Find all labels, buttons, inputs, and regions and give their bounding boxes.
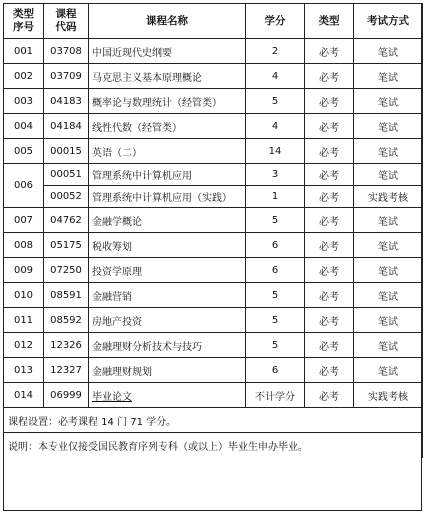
- table-row: [4, 308, 423, 333]
- table-row: [4, 89, 423, 114]
- cell-code: 03708: [44, 39, 89, 64]
- header-code: [44, 4, 89, 39]
- course-table: [3, 3, 423, 458]
- cell-code: 04183: [44, 89, 89, 114]
- cell-credits: 6: [246, 233, 305, 258]
- cell-seq: 009: [4, 258, 44, 283]
- cell-name: 金融学概论: [89, 208, 246, 233]
- table-row: [4, 139, 423, 164]
- cell-code: 06999: [44, 383, 89, 408]
- cell-credits: 5: [246, 208, 305, 233]
- cell-credits: 2: [246, 39, 305, 64]
- cell-name: 税收筹划: [89, 233, 246, 258]
- cell-name: 毕业论文: [89, 383, 246, 408]
- cell-type: 必考: [305, 233, 354, 258]
- course-setup-row: [4, 408, 423, 433]
- cell-code: 05175: [44, 233, 89, 258]
- cell-code: 12327: [44, 358, 89, 383]
- cell-name: 金融营销: [89, 283, 246, 308]
- cell-type: 必考: [305, 383, 354, 408]
- curriculum-document: [3, 3, 422, 511]
- cell-credits: 6: [246, 258, 305, 283]
- cell-exam: 笔试: [354, 39, 423, 64]
- cell-type: 必考: [305, 358, 354, 383]
- table-row: [4, 383, 423, 408]
- cell-code: 08591: [44, 283, 89, 308]
- cell-type: 必考: [305, 258, 354, 283]
- cell-code: 00051: [44, 164, 89, 186]
- cell-credits: 5: [246, 333, 305, 358]
- cell-code: 00015: [44, 139, 89, 164]
- cell-exam: 实践考核: [354, 186, 423, 208]
- cell-credits: 4: [246, 114, 305, 139]
- cell-name: 英语（二）: [89, 139, 246, 164]
- cell-seq: 006: [4, 164, 44, 208]
- cell-exam: 笔试: [354, 89, 423, 114]
- cell-credits: 5: [246, 308, 305, 333]
- cell-credits: 5: [246, 89, 305, 114]
- cell-type: 必考: [305, 308, 354, 333]
- cell-exam: 笔试: [354, 139, 423, 164]
- cell-credits: 3: [246, 164, 305, 186]
- course-setup-note: 课程设置：必考课程 14 门 71 学分。: [4, 408, 423, 433]
- cell-name: 马克思主义基本原理概论: [89, 64, 246, 89]
- cell-exam: 笔试: [354, 114, 423, 139]
- table-row: [4, 358, 423, 383]
- cell-exam: 笔试: [354, 333, 423, 358]
- cell-type: 必考: [305, 164, 354, 186]
- cell-name: 管理系统中计算机应用: [89, 164, 246, 186]
- cell-exam: 笔试: [354, 208, 423, 233]
- cell-credits: 5: [246, 283, 305, 308]
- cell-seq: 014: [4, 383, 44, 408]
- table-row: [4, 233, 423, 258]
- table-row: [4, 64, 423, 89]
- header-credits: 学分: [246, 4, 305, 39]
- header-type: 类型: [305, 4, 354, 39]
- cell-type: 必考: [305, 39, 354, 64]
- cell-type: 必考: [305, 64, 354, 89]
- table-row: [4, 283, 423, 308]
- cell-exam: 笔试: [354, 164, 423, 186]
- cell-exam: 笔试: [354, 258, 423, 283]
- cell-name: 房地产投资: [89, 308, 246, 333]
- cell-seq: 008: [4, 233, 44, 258]
- cell-code: 04762: [44, 208, 89, 233]
- cell-name: 金融理财规划: [89, 358, 246, 383]
- cell-seq: 007: [4, 208, 44, 233]
- cell-code: 07250: [44, 258, 89, 283]
- cell-name: 管理系统中计算机应用（实践）: [89, 186, 246, 208]
- header-exam: 考试方式: [354, 4, 423, 39]
- table-row: [4, 208, 423, 233]
- cell-code: 12326: [44, 333, 89, 358]
- header-name: 课程名称: [89, 4, 246, 39]
- cell-seq: 002: [4, 64, 44, 89]
- explanation-row: [4, 433, 423, 458]
- cell-credits: 4: [246, 64, 305, 89]
- cell-code: 03709: [44, 64, 89, 89]
- cell-exam: 笔试: [354, 308, 423, 333]
- cell-seq: 004: [4, 114, 44, 139]
- cell-name: 金融理财分析技术与技巧: [89, 333, 246, 358]
- cell-type: 必考: [305, 186, 354, 208]
- cell-name: 概率论与数理统计（经管类）: [89, 89, 246, 114]
- table-header-row: [4, 4, 423, 39]
- cell-name: 中国近现代史纲要: [89, 39, 246, 64]
- cell-credits: 14: [246, 139, 305, 164]
- explanation-note: 说明：本专业仅接受国民教育序列专科（或以上）毕业生申办毕业。: [4, 433, 423, 458]
- header-code-line2: 代码: [55, 21, 77, 33]
- cell-code: 08592: [44, 308, 89, 333]
- cell-type: 必考: [305, 139, 354, 164]
- cell-exam: 笔试: [354, 233, 423, 258]
- cell-exam: 笔试: [354, 283, 423, 308]
- table-row: [4, 333, 423, 358]
- cell-seq: 013: [4, 358, 44, 383]
- table-row: [4, 39, 423, 64]
- cell-credits: 1: [246, 186, 305, 208]
- table-row: [4, 186, 423, 208]
- cell-seq: 011: [4, 308, 44, 333]
- cell-name: 线性代数（经管类）: [89, 114, 246, 139]
- cell-type: 必考: [305, 208, 354, 233]
- cell-exam: 实践考核: [354, 383, 423, 408]
- cell-seq: 010: [4, 283, 44, 308]
- table-row: [4, 114, 423, 139]
- cell-name: 投资学原理: [89, 258, 246, 283]
- header-seq: [4, 4, 44, 39]
- cell-exam: 笔试: [354, 358, 423, 383]
- cell-type: 必考: [305, 283, 354, 308]
- cell-type: 必考: [305, 89, 354, 114]
- cell-exam: 笔试: [354, 64, 423, 89]
- cell-code: 00052: [44, 186, 89, 208]
- cell-type: 必考: [305, 114, 354, 139]
- header-seq-line2: 序号: [13, 21, 34, 33]
- cell-seq: 005: [4, 139, 44, 164]
- table-row: [4, 258, 423, 283]
- header-seq-line1: 类型: [13, 8, 34, 20]
- table-row: [4, 164, 423, 186]
- cell-credits: 6: [246, 358, 305, 383]
- cell-type: 必考: [305, 333, 354, 358]
- cell-credits: 不计学分: [246, 383, 305, 408]
- cell-code: 04184: [44, 114, 89, 139]
- cell-seq: 001: [4, 39, 44, 64]
- cell-seq: 003: [4, 89, 44, 114]
- cell-seq: 012: [4, 333, 44, 358]
- header-code-line1: 课程: [55, 8, 77, 20]
